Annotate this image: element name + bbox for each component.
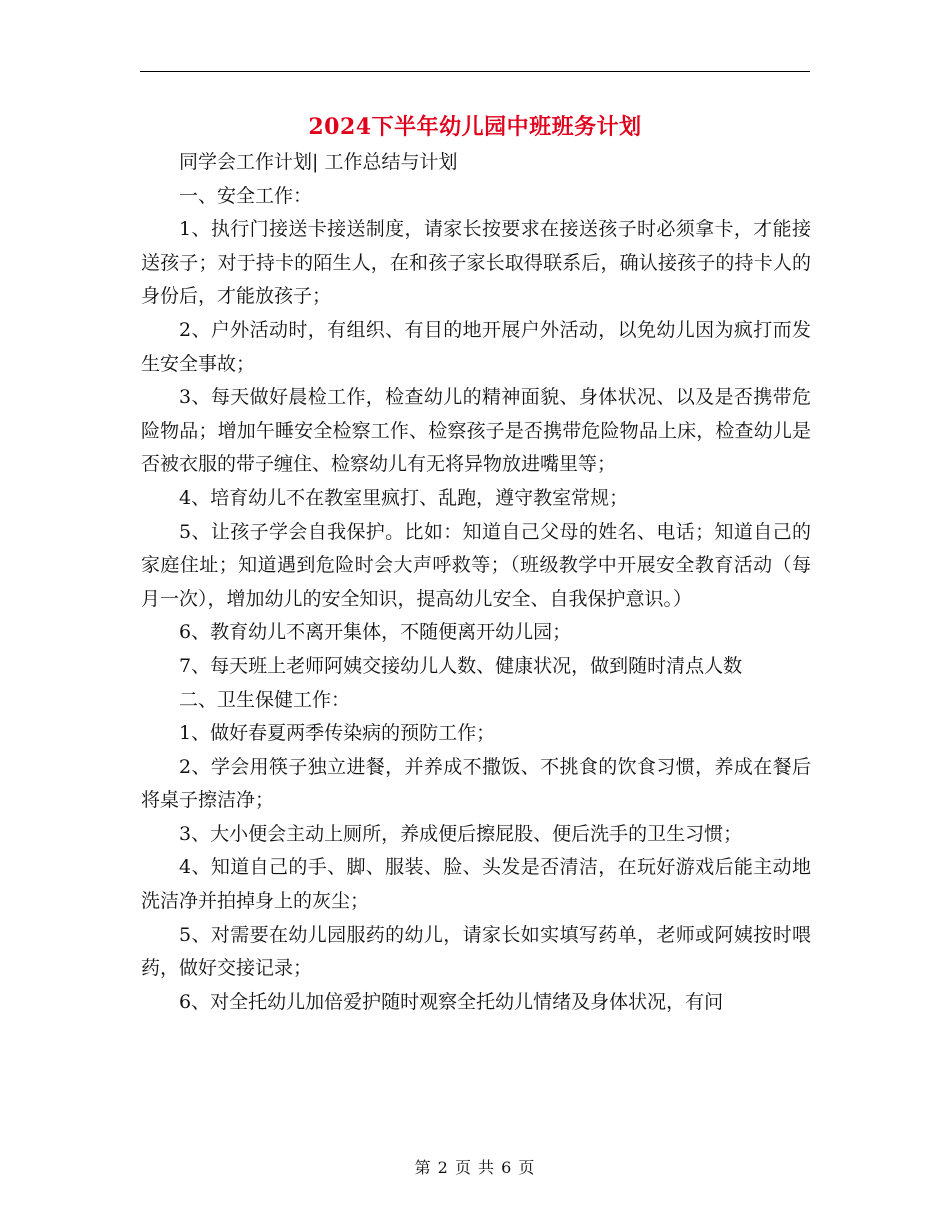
paragraph: 1、执行门接送卡接送制度，请家长按要求在接送孩子时必须拿卡，才能接送孩子；对于持卡的陌生人，在和孩子家长取得联系后，确认接孩子的持卡人的身份后，才能放孩子； <box>141 218 811 308</box>
paragraph: 2、学会用筷子独立进餐，并养成不撒饭、不挑食的饮食习惯，养成在餐后将桌子擦洁净； <box>141 755 811 812</box>
paragraph: 3、大小便会主动上厕所，养成便后擦屁股、便后洗手的卫生习惯； <box>179 822 743 845</box>
document-title: 2024下半年幼儿园中班班务计划 <box>308 114 642 140</box>
paragraph: 5、让孩子学会自我保护。比如：知道自己父母的姓名、电话；知道自己的家庭住址；知道遇到危险时会大声呼救等；（班级教学中开展安全教育活动（每月一次），增加幼儿的安全知识，提高幼儿安全、自我保护意识。） <box>141 520 811 610</box>
section-heading: 二、卫生保健工作： <box>179 688 351 711</box>
paragraph: 3、每天做好晨检工作，检查幼儿的精神面貌、身体状况、以及是否携带危险物品；增加午睡安全检察工作、检察孩子是否携带危险物品上床，检查幼儿是否被衣服的带子缠住、检察幼儿有无将异物放进嘴里等； <box>141 386 811 476</box>
paragraph: 2、户外活动时，有组织、有目的地开展户外活动，以免幼儿因为疯打而发生安全事故； <box>141 318 811 375</box>
page-footer: 第 2 页 共 6 页 <box>414 1158 536 1177</box>
header-rule <box>140 71 810 72</box>
paragraph: 5、对需要在幼儿园服药的幼儿，请家长如实填写药单，老师或阿姨按时喂药，做好交接记录； <box>141 923 811 980</box>
paragraph: 同学会工作计划| 工作总结与计划 <box>179 151 458 173</box>
paragraph: 7、每天班上老师阿姨交接幼儿人数、健康状况，做到随时清点人数 <box>179 654 743 677</box>
document-body <box>141 146 811 1019</box>
section-heading: 一、安全工作： <box>179 184 313 207</box>
paragraph: 6、教育幼儿不离开集体，不随便离开幼儿园； <box>179 621 572 644</box>
paragraph: 4、知道自己的手、脚、服装、脸、头发是否清洁，在玩好游戏后能主动地洗洁净并拍掉身上的灰尘； <box>141 856 811 913</box>
paragraph: 1、做好春夏两季传染病的预防工作； <box>179 722 496 745</box>
paragraph: 4、培育幼儿不在教室里疯打、乱跑，遵守教室常规； <box>179 486 629 509</box>
paragraph: 6、对全托幼儿加倍爱护随时观察全托幼儿情绪及身体状况，有问 <box>179 990 724 1013</box>
